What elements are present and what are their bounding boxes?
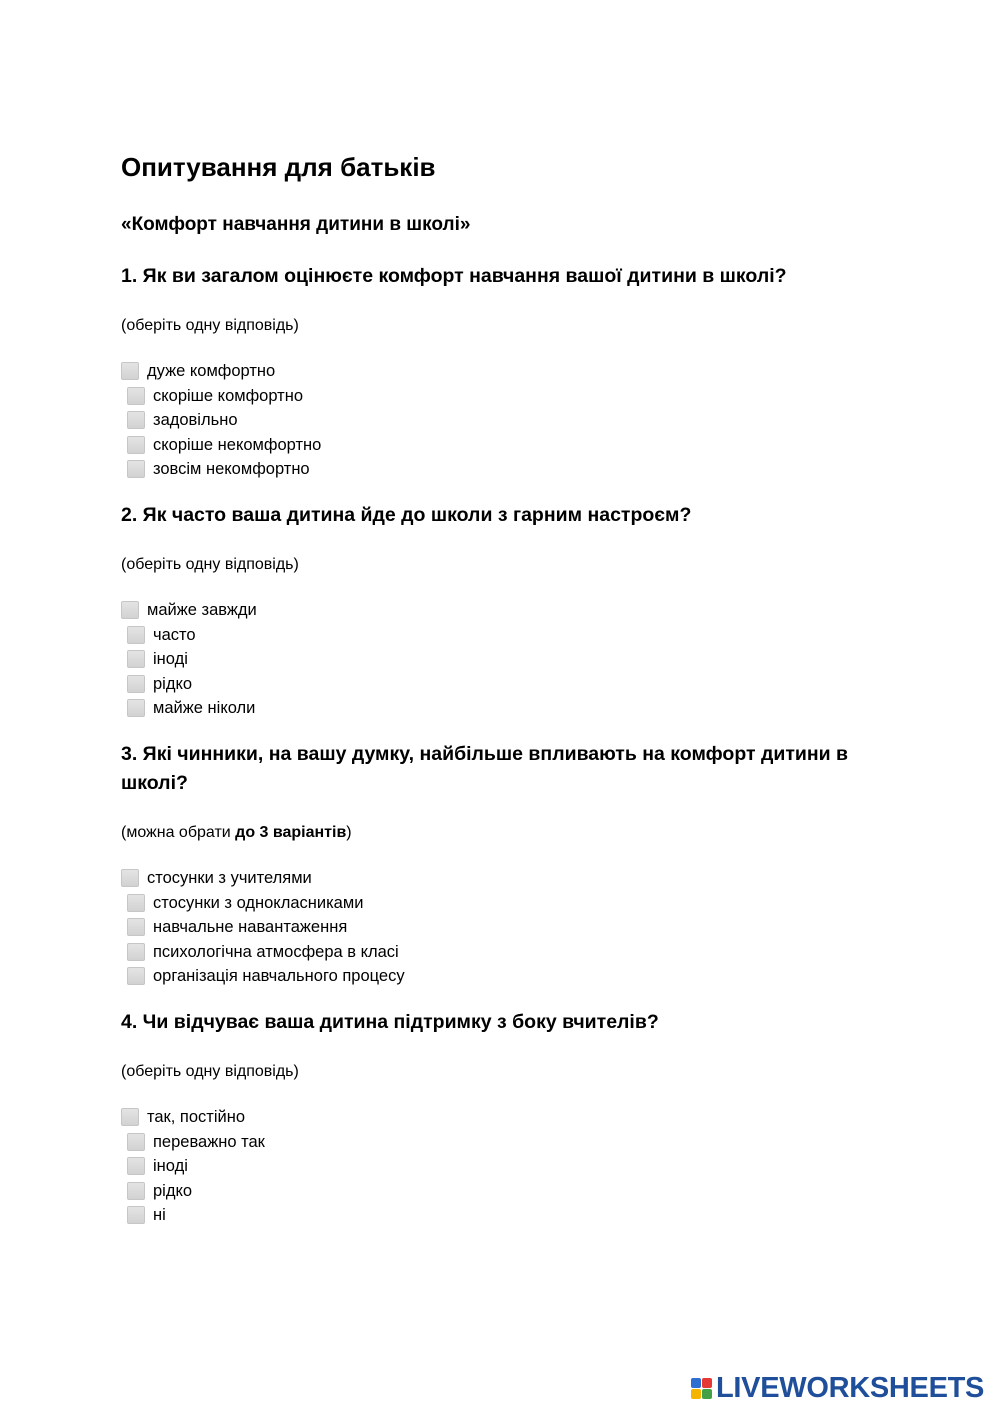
checkbox-icon[interactable]: [127, 436, 145, 454]
option-label: скоріше некомфортно: [153, 435, 322, 454]
question-1: [121, 262, 881, 482]
option-item[interactable]: [121, 696, 881, 721]
question-hint: (оберіть одну відповідь): [121, 556, 299, 573]
logo-square-icon: [702, 1378, 712, 1388]
checkbox-icon[interactable]: [127, 675, 145, 693]
option-label: часто: [153, 625, 196, 644]
checkbox-icon[interactable]: [127, 411, 145, 429]
option-label: психологічна атмосфера в класі: [153, 942, 399, 961]
option-item[interactable]: [121, 384, 881, 409]
checkbox-icon[interactable]: [127, 1206, 145, 1224]
options-list: [121, 359, 881, 482]
option-item[interactable]: [121, 408, 881, 433]
option-label: ні: [153, 1206, 166, 1225]
checkbox-icon[interactable]: [121, 601, 139, 619]
option-item[interactable]: [121, 433, 881, 458]
question-hint: (оберіть одну відповідь): [121, 317, 299, 334]
option-item[interactable]: [121, 891, 881, 916]
options-list: [121, 1105, 881, 1228]
option-label: рідко: [153, 674, 193, 693]
checkbox-icon[interactable]: [127, 943, 145, 961]
option-label: задовільно: [153, 411, 238, 430]
option-label: стосунки з учителями: [147, 869, 312, 888]
option-label: майже завжди: [147, 601, 257, 620]
option-item[interactable]: [121, 598, 881, 623]
option-label: іноді: [153, 1157, 188, 1176]
option-item[interactable]: [121, 623, 881, 648]
logo-square-icon: [691, 1389, 701, 1399]
checkbox-icon[interactable]: [127, 967, 145, 985]
option-item[interactable]: [121, 1130, 881, 1155]
checkbox-icon[interactable]: [127, 650, 145, 668]
question-text: 4. Чи відчуває ваша дитина підтримку з боку вчителів?: [121, 1011, 659, 1033]
question-4: [121, 1008, 881, 1228]
logo-mark-icon: [691, 1378, 712, 1399]
checkbox-icon[interactable]: [127, 918, 145, 936]
option-label: рідко: [153, 1181, 193, 1200]
option-label: дуже комфортно: [147, 362, 276, 381]
checkbox-icon[interactable]: [127, 387, 145, 405]
question-2: [121, 501, 881, 721]
option-item[interactable]: [121, 940, 881, 965]
option-label: організація навчального процесу: [153, 967, 405, 986]
option-label: переважно так: [153, 1132, 265, 1151]
checkbox-icon[interactable]: [127, 626, 145, 644]
option-label: майже ніколи: [153, 699, 256, 718]
question-text: 3. Які чинники, на вашу думку, найбільше впливають на комфорт дитини в школі?: [121, 743, 849, 794]
question-hint: [121, 822, 881, 844]
option-label: зовсім некомфортно: [153, 460, 310, 479]
option-item[interactable]: [121, 647, 881, 672]
hint-emphasis: до 3 варіантів: [235, 824, 347, 841]
option-label: так, постійно: [147, 1108, 246, 1127]
option-item[interactable]: [121, 964, 881, 989]
option-label: навчальне навантаження: [153, 918, 348, 937]
question-text: 1. Як ви загалом оцінюєте комфорт навчання вашої дитини в школі?: [121, 265, 787, 287]
question-text: 2. Як часто ваша дитина йде до школи з гарним настроєм?: [121, 504, 692, 526]
checkbox-icon[interactable]: [127, 1157, 145, 1175]
option-item[interactable]: [121, 1154, 881, 1179]
question-3: [121, 740, 881, 989]
option-label: скоріше комфортно: [153, 386, 304, 405]
logo-text: LIVEWORKSHEETS: [716, 1372, 985, 1404]
page-title: Опитування для батьків: [121, 152, 436, 182]
option-label: стосунки з однокласниками: [153, 893, 364, 912]
options-list: [121, 866, 881, 989]
hint-suffix: ): [346, 824, 352, 841]
option-item[interactable]: [121, 915, 881, 940]
option-item[interactable]: [121, 359, 881, 384]
checkbox-icon[interactable]: [127, 1133, 145, 1151]
question-hint: (оберіть одну відповідь): [121, 1063, 299, 1080]
liveworksheets-logo[interactable]: [691, 1370, 984, 1406]
option-item[interactable]: [121, 457, 881, 482]
logo-square-icon: [702, 1389, 712, 1399]
checkbox-icon[interactable]: [121, 869, 139, 887]
options-list: [121, 598, 881, 721]
option-item[interactable]: [121, 1105, 881, 1130]
checkbox-icon[interactable]: [121, 362, 139, 380]
checkbox-icon[interactable]: [127, 699, 145, 717]
option-item[interactable]: [121, 672, 881, 697]
page-subtitle: «Комфорт навчання дитини в школі»: [121, 214, 471, 235]
checkbox-icon[interactable]: [121, 1108, 139, 1126]
option-label: іноді: [153, 650, 188, 669]
hint-prefix: (можна обрати: [121, 824, 236, 841]
checkbox-icon[interactable]: [127, 1182, 145, 1200]
logo-square-icon: [691, 1378, 701, 1388]
option-item[interactable]: [121, 866, 881, 891]
option-item[interactable]: [121, 1179, 881, 1204]
checkbox-icon[interactable]: [127, 460, 145, 478]
checkbox-icon[interactable]: [127, 894, 145, 912]
option-item[interactable]: [121, 1203, 881, 1228]
